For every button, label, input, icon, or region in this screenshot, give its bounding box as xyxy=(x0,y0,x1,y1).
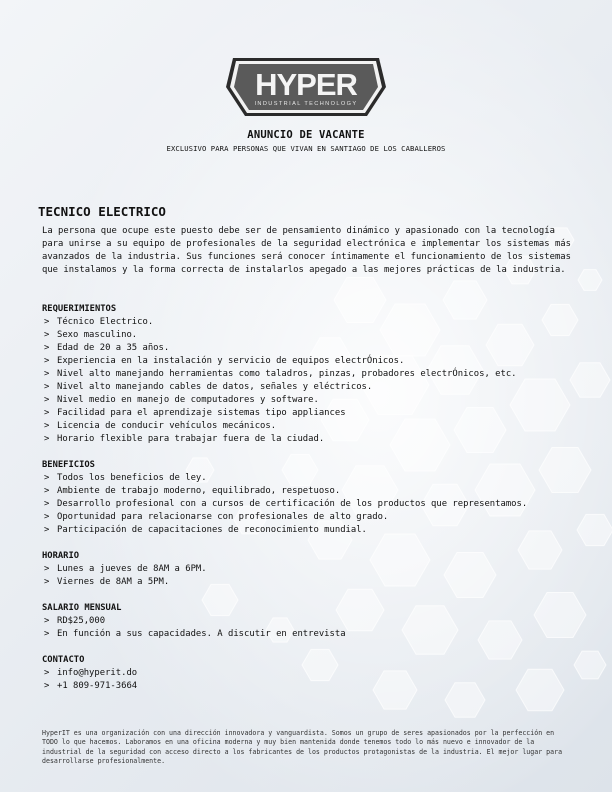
chevron-right-icon: > xyxy=(44,512,50,522)
list-item xyxy=(42,485,582,498)
list-item xyxy=(42,433,582,446)
chevron-right-icon: > xyxy=(44,681,50,691)
salary-section xyxy=(42,602,582,641)
list-item-text: En función a sus capacidades. A discutir en entrevista xyxy=(57,629,346,639)
list-item xyxy=(42,615,582,628)
list-item-text: Nivel medio en manejo de computadores y software. xyxy=(57,395,319,405)
list-item xyxy=(42,407,582,420)
list-item xyxy=(42,420,582,433)
list-item xyxy=(42,667,582,680)
list-item xyxy=(42,329,582,342)
list-item-text: Nivel alto manejando cables de datos, señales y eléctricos. xyxy=(57,382,373,392)
list-item xyxy=(42,511,582,524)
logo-tagline-text: INDUSTRIAL TECHNOLOGY xyxy=(254,101,358,107)
requirements-section xyxy=(42,303,582,446)
list-item xyxy=(42,381,582,394)
requirements-heading: REQUERIMIENTOS xyxy=(42,304,117,314)
salary-heading: SALARIO MENSUAL xyxy=(42,603,122,613)
company-footer-text: HyperIT es una organización con una dirección innovadora y vanguardista. Somos un grupo de seres apasionados por la perfección en TODO lo que hacemos. Laboramos en una oficina moderna y muy bien mantenida donde tenemos todo lo más nuevo e innovador de la industrial de la seguridad con acceso directo a los fabricantes de los productos protagonistas de la industria. El mejor lugar para desarrollarse profesionalmente. xyxy=(42,729,563,766)
benefits-list xyxy=(42,472,582,537)
hyper-logo xyxy=(225,55,387,119)
list-item-text: Experiencia en la instalación y servicio de equipos electrÓnicos. xyxy=(57,356,405,366)
job-title: TECNICO ELECTRICO xyxy=(38,204,166,219)
list-item-text: Viernes de 8AM a 5PM. xyxy=(57,577,170,587)
announcement-title: ANUNCIO DE VACANTE xyxy=(247,129,365,141)
list-item-text: Todos los beneficios de ley. xyxy=(57,473,207,483)
chevron-right-icon: > xyxy=(44,525,50,535)
list-item-text: Lunes a jueves de 8AM a 6PM. xyxy=(57,564,207,574)
chevron-right-icon: > xyxy=(44,668,50,678)
list-item xyxy=(42,498,582,511)
chevron-right-icon: > xyxy=(44,395,50,405)
benefits-section xyxy=(42,459,582,537)
contact-list xyxy=(42,667,582,693)
list-item xyxy=(42,394,582,407)
salary-list xyxy=(42,615,582,641)
chevron-right-icon: > xyxy=(44,616,50,626)
chevron-right-icon: > xyxy=(44,369,50,379)
list-item xyxy=(42,368,582,381)
list-item-text: +1 809-971-3664 xyxy=(57,681,138,691)
list-item-text: Licencia de conducir vehículos mecánicos. xyxy=(57,421,277,431)
chevron-right-icon: > xyxy=(44,343,50,353)
chevron-right-icon: > xyxy=(44,577,50,587)
list-item-text: Facilidad para el aprendizaje sistemas tipo appliances xyxy=(57,408,346,418)
list-item-text: Edad de 20 a 35 años. xyxy=(57,343,170,353)
list-item xyxy=(42,576,582,589)
schedule-section xyxy=(42,550,582,589)
list-item-text: Oportunidad para relacionarse con profesionales de alto grado. xyxy=(57,512,389,522)
chevron-right-icon: > xyxy=(44,564,50,574)
chevron-right-icon: > xyxy=(44,330,50,340)
list-item xyxy=(42,563,582,576)
list-item xyxy=(42,472,582,485)
list-item-text: info@hyperit.do xyxy=(57,668,138,678)
chevron-right-icon: > xyxy=(44,421,50,431)
chevron-right-icon: > xyxy=(44,473,50,483)
list-item xyxy=(42,316,582,329)
contact-section xyxy=(42,654,582,693)
list-item-text: Técnico Electrico. xyxy=(57,317,154,327)
list-item xyxy=(42,680,582,693)
chevron-right-icon: > xyxy=(44,486,50,496)
chevron-right-icon: > xyxy=(44,499,50,509)
contact-heading: CONTACTO xyxy=(42,655,85,665)
list-item xyxy=(42,628,582,641)
list-item-text: Sexo masculino. xyxy=(57,330,138,340)
list-item-text: RD$25,000 xyxy=(57,616,106,626)
schedule-heading: HORARIO xyxy=(42,551,80,561)
benefits-heading: BENEFICIOS xyxy=(42,460,95,470)
chevron-right-icon: > xyxy=(44,434,50,444)
chevron-right-icon: > xyxy=(44,629,50,639)
chevron-right-icon: > xyxy=(44,408,50,418)
chevron-right-icon: > xyxy=(44,317,50,327)
logo-brand-text: HYPER xyxy=(255,67,357,102)
schedule-list xyxy=(42,563,582,589)
requirements-list xyxy=(42,316,582,446)
job-description: La persona que ocupe este puesto debe ser de pensamiento dinámico y apasionado con la tecnología para unirse a su equipo de profesionales de la seguridad electrónica e implementar los sistemas más avanzados de la industria. Sus funciones será conocer íntimamente el funcionamiento de los sistemas que instalamos y la forma correcta de instalarlos apegado a las mejores prácticas de la industria. xyxy=(42,226,571,275)
list-item-text: Desarrollo profesional con a cursos de certificación de los productos que representamos. xyxy=(57,499,528,509)
chevron-right-icon: > xyxy=(44,382,50,392)
list-item-text: Ambiente de trabajo moderno, equilibrado, respetuoso. xyxy=(57,486,341,496)
list-item-text: Horario flexible para trabajar fuera de la ciudad. xyxy=(57,434,325,444)
list-item xyxy=(42,524,582,537)
list-item xyxy=(42,342,582,355)
list-item-text: Participación de capacitaciones de reconocimiento mundial. xyxy=(57,525,367,535)
list-item xyxy=(42,355,582,368)
chevron-right-icon: > xyxy=(44,356,50,366)
announcement-subtitle: EXCLUSIVO PARA PERSONAS QUE VIVAN EN SANTIAGO DE LOS CABALLEROS xyxy=(166,144,446,153)
list-item-text: Nivel alto manejando herramientas como taladros, pinzas, probadores electrÓnicos, etc. xyxy=(57,369,517,379)
